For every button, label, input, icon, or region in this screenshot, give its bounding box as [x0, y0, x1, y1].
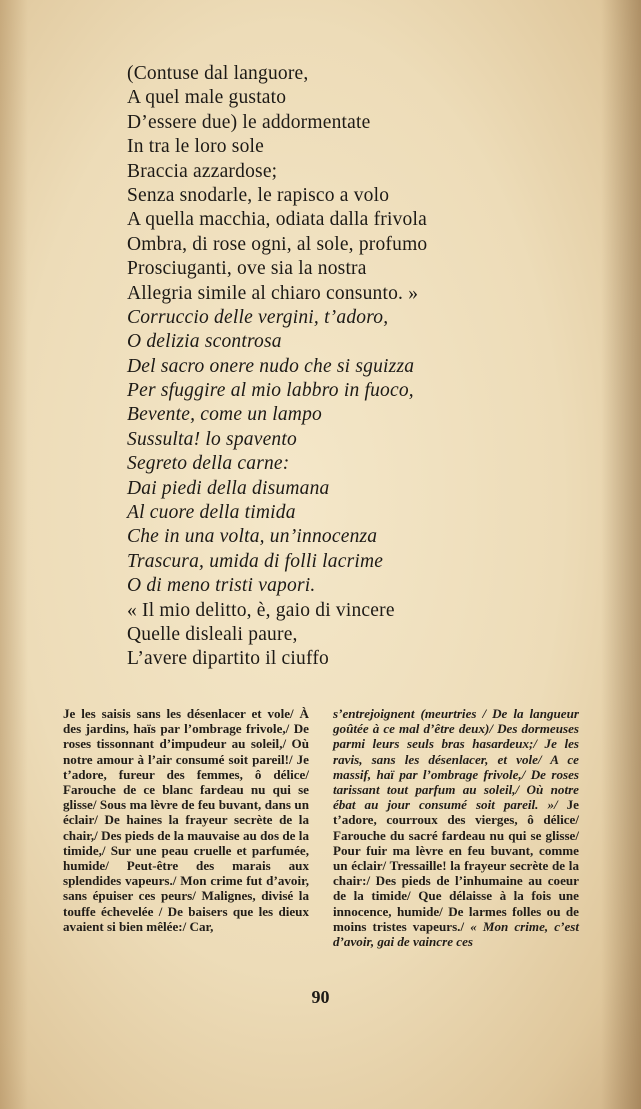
poem-line: L’avere dipartito il ciuffo — [127, 648, 329, 670]
poem-line: Braccia azzardose; — [127, 160, 278, 182]
poem-line: O delizia scontrosa — [127, 331, 282, 353]
poem-line: Bevente, come un lampo — [127, 404, 322, 426]
poem-line: Trascura, umida di folli lacrime — [127, 550, 384, 572]
poem-line: O di meno tristi vapori. — [127, 575, 316, 597]
poem-line: « Il mio delitto, è, gaio di vincere — [127, 599, 395, 621]
page-shadow-left — [0, 0, 28, 1109]
poem-line: Segreto della carne: — [127, 453, 290, 475]
poem-line: D’essere due) le addormentate — [127, 111, 371, 133]
poem-line: Ombra, di rose ogni, al sole, profumo — [127, 233, 428, 255]
poem-line: Quelle disleali paure, — [127, 623, 298, 645]
poem-line: Allegria simile al chiaro consunto. » — [127, 282, 419, 304]
poem-line: A quella macchia, odiata dalla frivola — [127, 209, 427, 231]
poem-line: In tra le loro sole — [127, 136, 265, 158]
poem-line: A quel male gustato — [127, 87, 287, 109]
poem-line: Corruccio delle vergini, t’adoro, — [127, 306, 389, 328]
poem-line: Senza snodarle, le rapisco a volo — [127, 184, 390, 206]
poem-line: Che in una volta, un’innocenza — [127, 526, 378, 548]
poem-line: (Contuse dal languore, — [127, 63, 309, 84]
italian-poem — [127, 62, 587, 672]
page-shadow-right — [601, 0, 641, 1109]
french-translation-left — [63, 706, 309, 934]
french-translation-right — [333, 706, 579, 949]
poem-line: Per sfuggire al mio labbro in fuoco, — [127, 380, 414, 402]
translation-segment: Je t’adore, courroux des vierges, ô délice/ Farouche du sacré fardeau nu qui se glisse/ Pour fuir ma lèvre en feu buvant, comme un éclair/ Tressaille! la frayeur secrète de la chair:/ Des pieds de l’inhumaine au coeur de la timide/ Que délaisse à la fois une innocence, humide/ De larmes folles ou de moins tristes vapeurs./ — [333, 797, 579, 934]
poem-line: Dai piedi della disumana — [127, 477, 330, 499]
translation-segment: Je les saisis sans les désenlacer et vole/ À des jardins, haïs par l’ombrage frivole,/ De roses tissonnant d’impudeur au soleil,/ Où notre amour à l’air consumé soit pareil!/ Je t’adore, fureur des femmes, ô délice/ Farouche de ce blanc fardeau nu qui se glisse/ Sous ma lèvre de feu buvant, dans un éclair/ De haines la frayeur secrète de la chair,/ Des pieds de la mauvaise au dos de la timide,/ Sur une peau cruelle et parfumée, humide/ Peut-être des marais aux splendides vapeurs./ Mon crime fut d’avoir, sans épuiser ces peurs/ Malignes, divisé la touffe échevelée / De baisers que les dieux avaient si bien mêlée:/ Car, — [63, 706, 309, 934]
translation-segment: s’entrejoignent (meurtries / De la langueur goûtée à ce mal d’être deux)/ Des dormeuses parmi leurs seuls bras hasardeux;/ Je les ravis, sans les désenlacer, et vole/ A ce massif, haï par l’ombrage frivole,/ De roses tarissant tout parfum au soleil,/ Où notre ébat au jour consumé soit pareil. »/ — [333, 706, 579, 813]
poem-line: Del sacro onere nudo che si sguizza — [127, 355, 415, 377]
page-number: 90 — [311, 987, 330, 1007]
poem-line: Sussulta! lo spavento — [127, 428, 297, 450]
poem-line: Al cuore della timida — [127, 502, 296, 524]
poem-line: Prosciuganti, ove sia la nostra — [127, 258, 367, 280]
translation-segment: « Mon crime, c’est d’avoir, gai de vaincre ces — [333, 918, 579, 950]
